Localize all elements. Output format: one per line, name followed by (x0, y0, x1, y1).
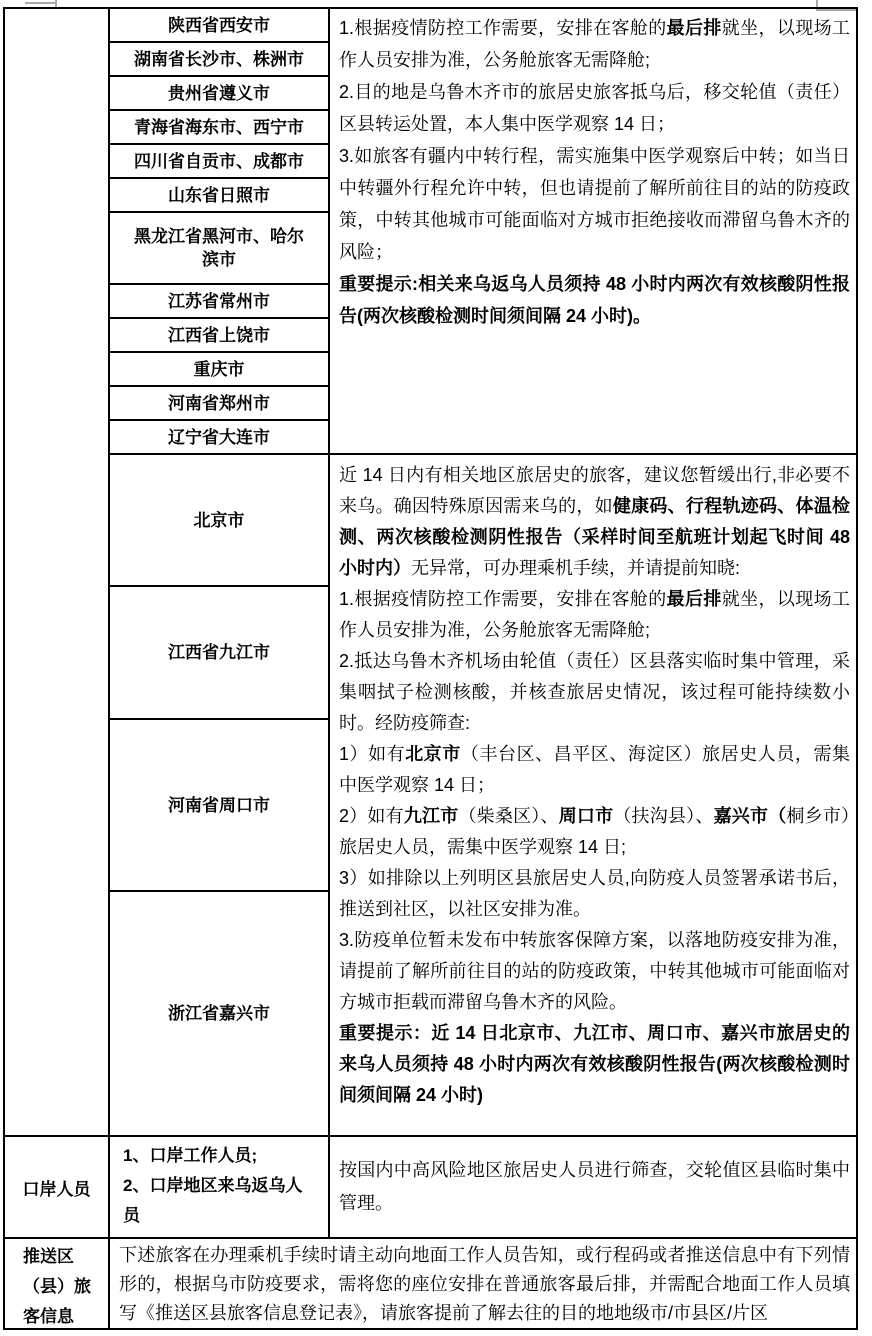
cutoff-cell-fragment-left (25, 2, 57, 4)
group-b-policy-text: 近 14 日内有相关地区旅居史的旅客，建议您暂缓出行,非必要不来乌。确因特殊原因需来乌的，如健康码、行程轨迹码、体温检测、两次核酸检测阴性报告（采样时间至航班计划起飞时间 48 小时内）无异常，可办理乘机手续，并请提前知晓: 1.根据疫情防控工作需要，安排在客舱的最后排就坐，以现场工作人员安排为准，公务舱旅客无需降舱; 2.抵达乌鲁木齐机场由轮值（责任）区县落实临时集中管理，采集咽拭子检测核酸，并核查旅居史情况，该过程可能持续数小时。经防疫筛查: 1）如有北京市（丰台区、昌平区、海淀区）旅居史人员，需集中医学观察 14 日； 2）如有九江市（柴桑区）、周口市（扶沟县）、嘉兴市（桐乡市）旅居史人员，需集中医学观察 14 日; 3）如排除以上列明区县旅居史人员,向防疫人员签署承诺书后，推送到社区，以社区安排为准。 3.防疫单位暂未发布中转旅客保障方案，以落地防疫安排为准，请提前了解所前往目的站的防疫政策，中转其他城市可能面临对方城市拒载而滞留乌鲁木齐的风险。 重要提示：近 14 日北京市、九江市、周口市、嘉兴市旅居史的来乌人员须持 48 小时内两次有效核酸阴性报告(两次核酸检测时间须间隔 24 小时) (339, 465, 851, 1105)
city-cell: 河南省郑州市 (110, 387, 328, 421)
city-cell: 陕西省西安市 (110, 9, 328, 43)
city-cell: 四川省自贡市、成都市 (110, 145, 328, 179)
city-cell: 山东省日照市 (110, 179, 328, 213)
cutoff-cell-fragment-left (55, 0, 57, 7)
port-personnel-row (5, 1135, 856, 1237)
port-personnel-policy (330, 1137, 856, 1237)
port-personnel-label: 口岸人员 (5, 1137, 110, 1237)
port-personnel-categories (110, 1137, 330, 1237)
city-cell: 江西省九江市 (110, 587, 328, 720)
city-policy-main (110, 9, 856, 1135)
category-cell-empty (5, 9, 110, 1135)
city-policy-rows (5, 9, 856, 1135)
group-b-section (110, 455, 856, 1135)
city-cell: 重庆市 (110, 353, 328, 387)
group-a-section (110, 9, 856, 455)
port-policy-text: 按国内中高风险地区旅居史人员进行筛查，交轮值区县临时集中管理。 (339, 1160, 850, 1213)
push-district-paragraph: 下述旅客在办理乘机手续时请主动向地面工作人员告知，或行程码或者推送信息中有下列情形的，根据乌市防疫要求，需将您的座位安排在普通旅客最后排，并需配合地面工作人员填写《推送区县旅客信息登记表》，请旅客提前了解去往的目的地地级市/市县区/片区 (119, 1245, 850, 1323)
city-cell: 青海省海东市、西宁市 (110, 111, 328, 145)
group-a-policy-text: 1.根据疫情防控工作需要，安排在客舱的最后排就坐，以现场工作人员安排为准，公务舱旅客无需降舱; 2.目的地是乌鲁木齐市的旅居史旅客抵乌后，移交轮值（责任）区县转运处置，本人集中医学观察 14 日； 3.如旅客有疆内中转行程，需实施集中医学观察后中转；如当日中转疆外行程允许中转，但也请提前了解所前往目的站的防疫政策，中转其他城市可能面临对方城市拒绝接收而滞留乌鲁木齐的风险； 重要提示:相关来乌返乌人员须持 48 小时内两次有效核酸阴性报告(两次核酸检测时间须间隔 24 小时)。 (339, 18, 850, 326)
city-cell: 湖南省长沙市、株洲市 (110, 43, 328, 77)
city-cell: 黑龙江省黑河市、哈尔滨市 (110, 213, 328, 285)
push-district-text (110, 1239, 856, 1328)
city-cell: 贵州省遵义市 (110, 77, 328, 111)
city-cell: 浙江省嘉兴市 (168, 1004, 270, 1023)
city-cell: 河南省周口市 (110, 720, 328, 892)
push-district-row (5, 1237, 856, 1328)
push-district-label: 推送区（县）旅客信息 (5, 1239, 110, 1328)
city-cell: 辽宁省大连市 (168, 427, 270, 447)
city-cell: 北京市 (110, 455, 328, 587)
city-cell: 江苏省常州市 (110, 285, 328, 319)
port-category-item: 2、口岸地区来乌返乌人员 (123, 1176, 303, 1225)
group-b-city-column (110, 455, 330, 1135)
group-a-city-column (110, 9, 330, 453)
city-cell: 江西省上饶市 (110, 319, 328, 353)
travel-policy-table (3, 7, 858, 1330)
port-category-item: 1、口岸工作人员; (123, 1146, 258, 1165)
